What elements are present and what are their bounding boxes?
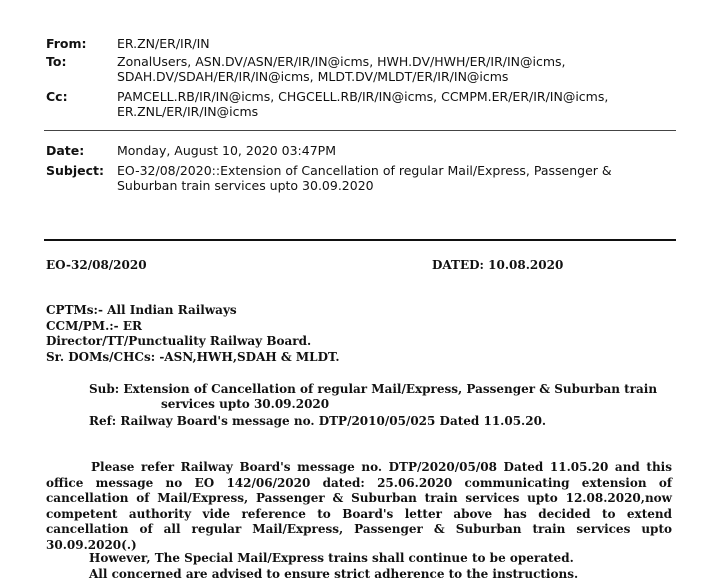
body-divider <box>44 239 676 241</box>
addressee-2: CCM/PM.:- ER <box>46 318 142 333</box>
subject-line: Sub: Extension of Cancellation of regular Mail/Express, Passenger & Suburban train <box>89 382 658 396</box>
cc-label: Cc: <box>46 89 68 104</box>
to-line-1: ZonalUsers, ASN.DV/ASN/ER/IR/IN@icms, HWH.DV/HWH/ER/IR/IN@icms, <box>117 54 566 69</box>
body-line-1: Please refer Railway Board's message no. DTP/2020/05/08 Dated 11.05.20 and this <box>91 460 672 474</box>
memo-dated: DATED: 10.08.2020 <box>432 258 564 272</box>
from-label: From: <box>46 36 87 51</box>
addressee-4: Sr. DOMs/CHCs: -ASN,HWH,SDAH & MLDT. <box>46 349 340 364</box>
date-value: Monday, August 10, 2020 03:47PM <box>117 143 336 158</box>
body-line-6: 30.09.2020(.) <box>46 537 137 552</box>
subject-line-2: Suburban train services upto 30.09.2020 <box>117 178 374 193</box>
subject-line-cont: services upto 30.09.2020 <box>161 397 330 411</box>
to-label: To: <box>46 54 67 69</box>
body-line-5: cancellation of all regular Mail/Express, Passenger & Suburban train services upto <box>46 522 672 536</box>
body-paragraph <box>46 460 672 553</box>
closing-line-2: All concerned are advised to ensure strict adherence to the instructions. <box>89 567 579 581</box>
memo-ref-no: EO-32/08/2020 <box>46 258 147 272</box>
cc-line-1: PAMCELL.RB/IR/IN@icms, CHGCELL.RB/IR/IN@icms, CCMPM.ER/ER/IR/IN@icms, <box>117 89 609 104</box>
from-value: ER.ZN/ER/IR/IN <box>117 36 210 51</box>
body-line-2: office message no EO 142/06/2020 dated: 25.06.2020 communicating extension of <box>46 475 672 490</box>
body-line-4: competent authority vide reference to Board's letter above has decided to extend <box>46 506 672 521</box>
date-label: Date: <box>46 143 85 158</box>
cc-line-2: ER.ZNL/ER/IR/IN@icms <box>117 104 259 119</box>
header-divider <box>44 130 676 131</box>
subject-line-1: EO-32/08/2020::Extension of Cancellation of regular Mail/Express, Passenger & <box>117 163 612 178</box>
addressee-list <box>46 303 666 365</box>
subject-label: Subject: <box>46 163 104 178</box>
to-line-2: SDAH.DV/SDAH/ER/IR/IN@icms, MLDT.DV/MLDT/ER/IR/IN@icms <box>117 69 509 84</box>
closing-line-1: However, The Special Mail/Express trains shall continue to be operated. <box>89 551 574 565</box>
addressee-3: Director/TT/Punctuality Railway Board. <box>46 334 312 348</box>
addressee-1: CPTMs:- All Indian Railways <box>46 303 237 317</box>
reference-line: Ref: Railway Board's message no. DTP/2010/05/025 Dated 11.05.20. <box>89 414 547 428</box>
body-line-3: cancellation of Mail/Express, Passenger & Suburban train services upto 12.08.2020,now <box>46 491 672 505</box>
